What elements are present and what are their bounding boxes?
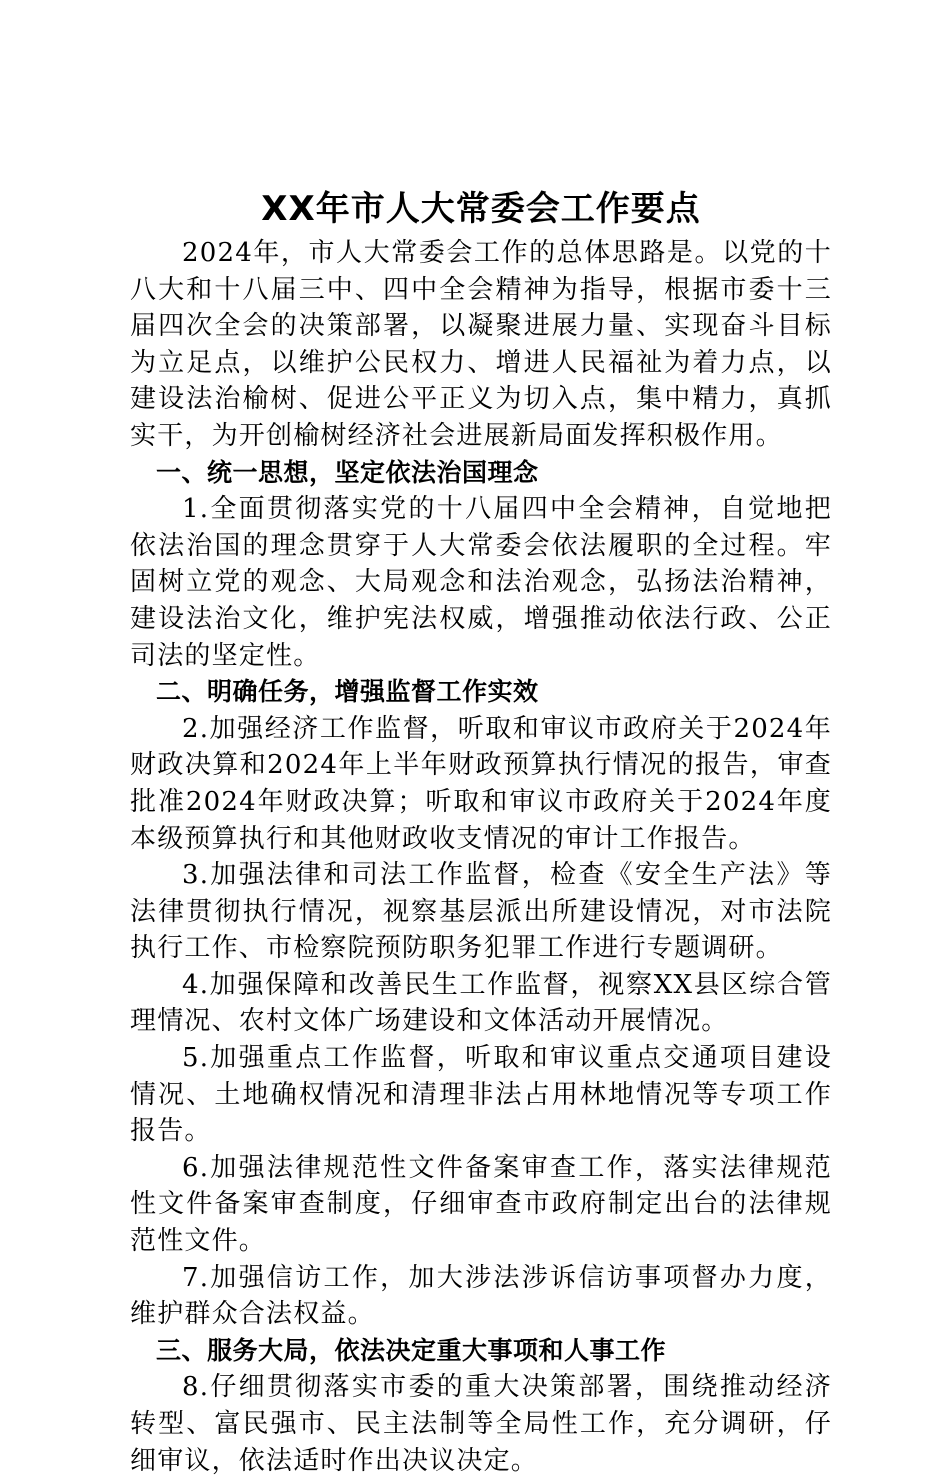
intro-paragraph: 2024年，市人大常委会工作的总体思路是。以党的十八大和十八届三中、四中全会精神为指导，根据市委十三届四次全会的决策部署，以凝聚进展力量、实现奋斗目标为立足点，以维护公民权力、增进人民福祉为着力点，以建设法治榆树、促进公平正义为切入点，集中精力，真抓实干，为开创榆树经济社会进展新局面发挥积极作用。 xyxy=(130,238,832,451)
document-title: XX年市人大常委会工作要点 xyxy=(261,189,701,229)
item-paragraph-5: 5.加强重点工作监督，听取和审议重点交通项目建设情况、土地确权情况和清理非法占用林地情况等专项工作报告。 xyxy=(130,1043,832,1147)
item-paragraph-4: 4.加强保障和改善民生工作监督，视察XX县区综合管理情况、农村文体广场建设和文体活动开展情况。 xyxy=(130,969,832,1037)
section-heading-2: 二、明确任务，增强监督工作实效 xyxy=(156,677,539,707)
item-paragraph-8: 8.仔细贯彻落实市委的重大决策部署，围绕推动经济转型、富民强市、民主法制等全局性工作，充分调研，仔细审议，依法适时作出决议决定。 xyxy=(130,1372,832,1476)
item-paragraph-1: 1.全面贯彻落实党的十八届四中全会精神，自觉地把依法治国的理念贯穿于人大常委会依法履职的全过程。牢固树立党的观念、大局观念和法治观念，弘扬法治精神，建设法治文化，维护宪法权威，增强推动依法行政、公正司法的坚定性。 xyxy=(130,494,832,671)
item-paragraph-7: 7.加强信访工作，加大涉法涉诉信访事项督办力度，维护群众合法权益。 xyxy=(130,1262,832,1330)
document-body xyxy=(130,185,832,1479)
section-heading-1: 一、统一思想，坚定依法治国理念 xyxy=(156,457,539,487)
item-paragraph-6: 6.加强法律规范性文件备案审查工作，落实法律规范性文件备案审查制度，仔细审查市政府制定出台的法律规范性文件。 xyxy=(130,1152,832,1257)
item-paragraph-2: 2.加强经济工作监督，听取和审议市政府关于2024年财政决算和2024年上半年财政预算执行情况的报告，审查批准2024年财政决算；听取和审议市政府关于2024年度本级预算执行和其他财政收支情况的审计工作报告。 xyxy=(130,713,832,854)
section-heading-3: 三、服务大局，依法决定重大事项和人事工作 xyxy=(156,1335,667,1365)
item-paragraph-3: 3.加强法律和司法工作监督，检查《安全生产法》等法律贯彻执行情况，视察基层派出所建设情况，对市法院执行工作、市检察院预防职务犯罪工作进行专题调研。 xyxy=(130,860,832,964)
